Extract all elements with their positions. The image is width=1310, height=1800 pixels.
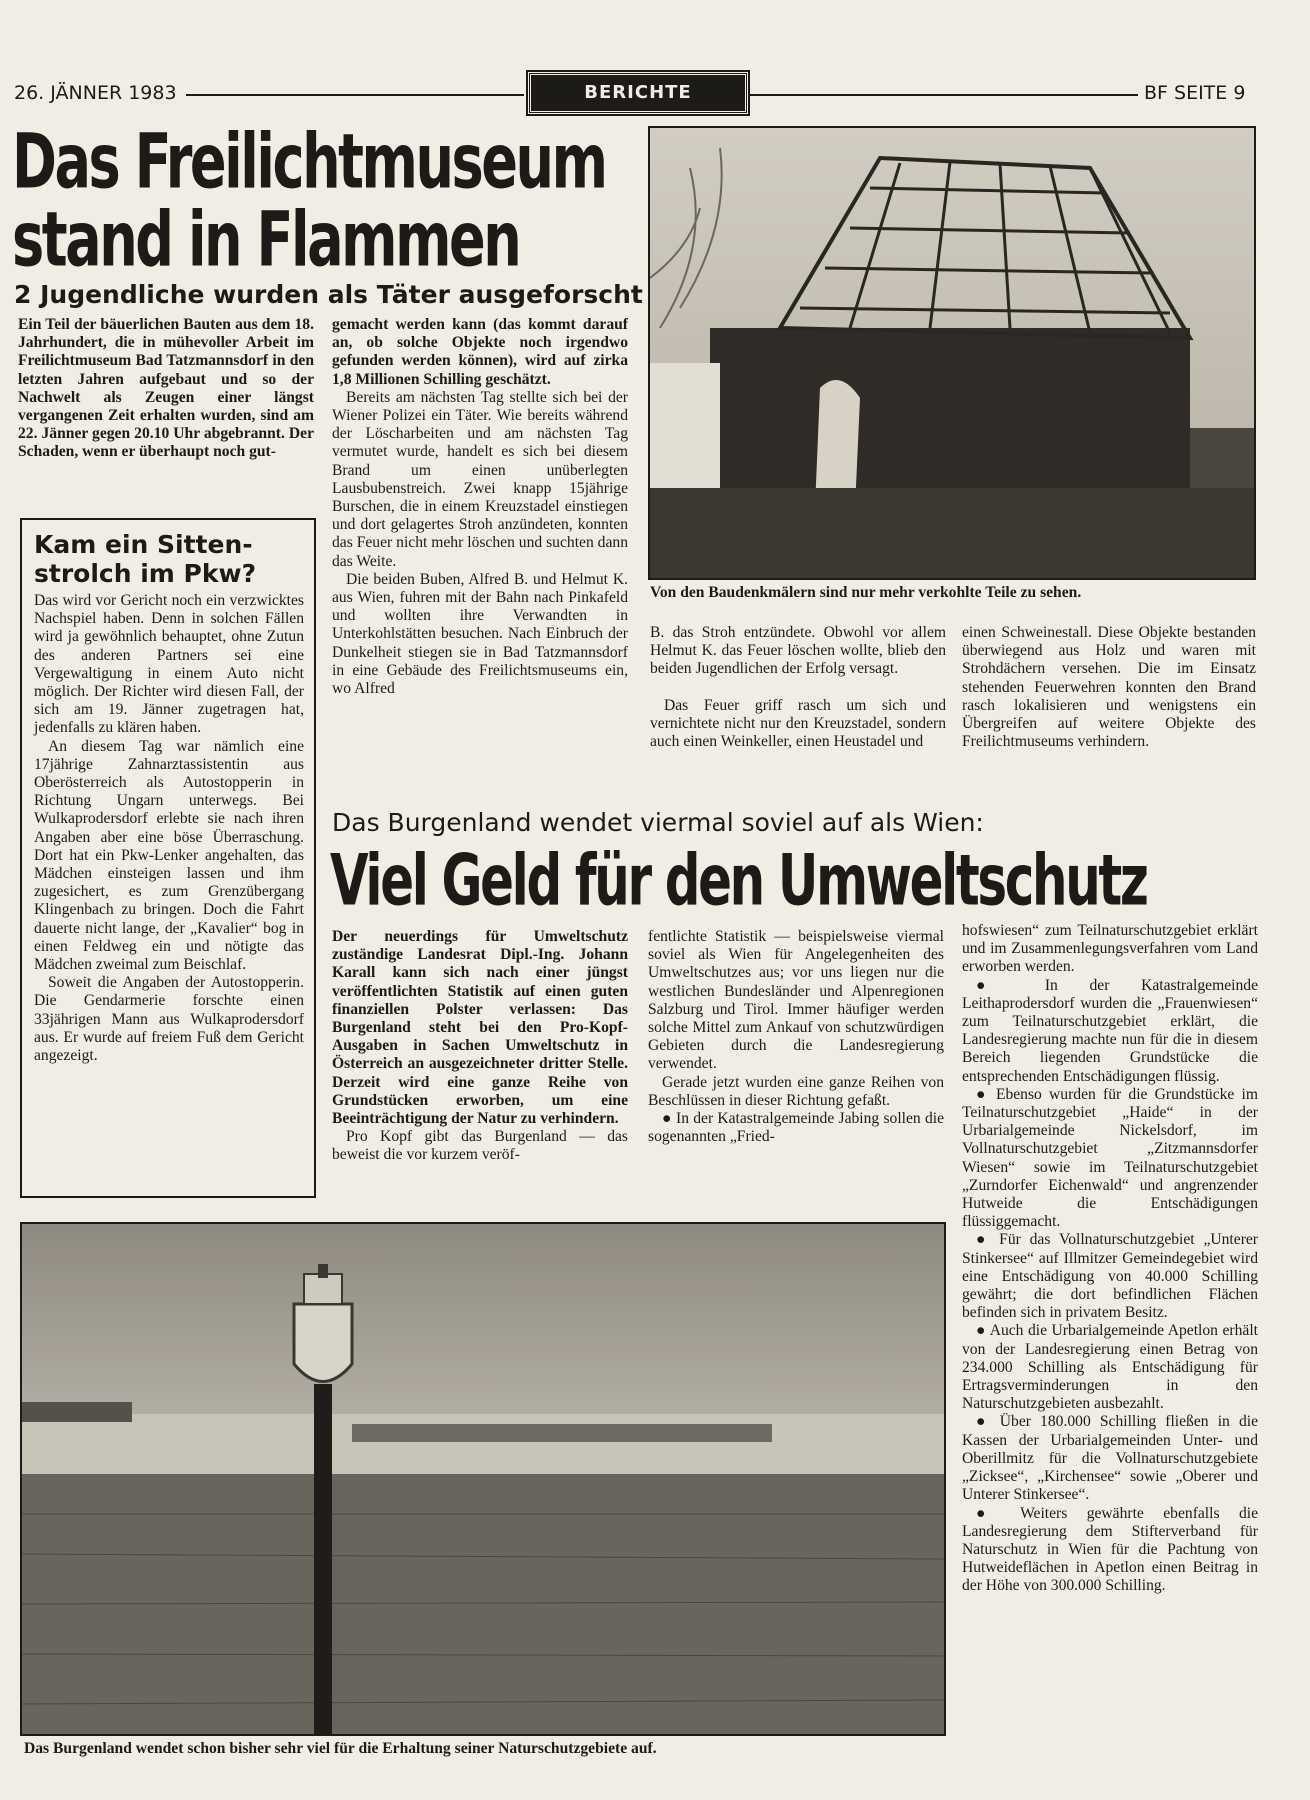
article1-column4: einen Schweinestall. Diese Objekte bestanden überwiegend aus Holz und waren mit Strohdächern versehen. Die im Einsatz stehenden Feuerwehren konnten den Brand rasch lokalisieren und wenigstens ein Übergreifen auf weitere Objekte des Freilichtmuseums verhindern. xyxy=(962,624,1256,751)
sidebar-paragraph: An diesem Tag war nämlich eine 17jährige Zahnarztassistentin aus Oberösterreich als Autostopperin in Richtung Ungarn unterwegs. Bei Wulkaprodersdorf erlebte sie nach ihren Angaben aber eine böse Überraschung. Dort hat ein Pkw-Lenker angehalten, das Mädchen einsteigen lassen und ihm zugesichert, es zum Grenzübergang Klingenbach zu bringen. Doch die Fahrt dauerte nicht lange, der „Kavalier“ bog in einen Feldweg ein und nötigte das Mädchen zweimal zum Beischlaf. xyxy=(34,737,304,974)
page-number: BF SEITE 9 xyxy=(1144,82,1246,104)
masthead-rule-right xyxy=(748,94,1138,96)
sidebar-paragraph: Das wird vor Gericht noch ein verzwicktes Nachspiel haben. Denn in solchen Fällen wird ja gewöhnlich behauptet, ohne Zutun des anderen Partners sei eine Vergewaltigung in einem Auto nicht möglich. Der Richter wird diesen Fall, der sich am 19. Jänner zugetragen hat, jedenfalls zu klären haben. xyxy=(34,592,304,737)
article1-subhead: 2 Jugendliche wurden als Täter ausgeforscht xyxy=(14,280,643,309)
article2-photo-caption: Das Burgenland wendet schon bisher sehr viel für die Erhaltung seiner Naturschutzgebiete auf. xyxy=(24,1740,657,1757)
masthead-rule-left xyxy=(186,94,524,96)
article1-lead: Ein Teil der bäuerlichen Bauten aus dem 18. Jahrhundert, die in mühevoller Arbeit im Freilichtmuseum Bad Tatzmannsdorf in den letzten Jahren aufgebaut und so der Nachwelt als Zeugen einer längst vergangenen Zeit erhalten wurden, sind am 22. Jänner gegen 20.10 Uhr abgebrannt. Der Schaden, wenn er überhaupt noch gut- xyxy=(18,316,314,461)
section-rubric: BERICHTE xyxy=(528,72,748,114)
article2-column1: Der neuerdings für Umweltschutz zuständige Landesrat Dipl.-Ing. Johann Karall kann sich nach einer jüngst veröffentlichten Statistik auf einen guten finanziellen Polster verlassen: Das Burgenland steht bei den Pro-Kopf-Ausgaben in Sachen Umweltschutz in Österreich an ausgezeichneter dritter Stelle. Derzeit wird eine ganze Reihe von Grundstücken erworben, um eine Beeinträchtigung der Natur zu verhindern. Pro Kopf gibt das Burgenland — das beweist die vor kurzem veröf- xyxy=(332,928,628,1164)
article1-headline-line2: stand in Flammen xyxy=(12,195,520,284)
article2-photo-nature-reserve xyxy=(20,1222,946,1736)
article2-headline: Viel Geld für den Umweltschutz xyxy=(330,840,1147,922)
issue-date: 26. JÄNNER 1983 xyxy=(14,82,177,104)
sidebar-title: Kam ein Sitten- strolch im Pkw? xyxy=(34,530,257,588)
article1-photo-caption: Von den Baudenkmälern sind nur mehr verkohlte Teile zu sehen. xyxy=(650,584,1082,601)
nature-reserve-image xyxy=(22,1224,944,1734)
article2-kicker: Das Burgenland wendet viermal soviel auf als Wien: xyxy=(332,808,984,837)
sidebar-paragraph: Soweit die Angaben der Autostopperin. Die Gendarmerie forschte einen 33jährigen Mann aus Wulkaprodersdorf aus. Er wurde auf freiem Fuß dem Gericht angezeigt. xyxy=(34,974,304,1065)
article1-photo-burned-barn xyxy=(648,126,1256,580)
sidebar-box xyxy=(20,518,316,1198)
article1-headline-line1: Das Freilichtmuseum xyxy=(12,117,606,206)
burned-barn-image xyxy=(650,128,1254,578)
article1-column2: gemacht werden kann (das kommt darauf an, ob solche Objekte noch irgendwo gefunden werden können), wird auf zirka 1,8 Millionen Schilling geschätzt. Bereits am nächsten Tag stellte sich bei der Wiener Polizei ein Täter. Wie bereits während der Löscharbeiten und am nächsten Tag vermutet wurde, handelt es sich bei diesem Brand um einen unüberlegten Lausbubenstreich. Zwei knapp 15jährige Burschen, die in einem Kreuzstadel einstiegen und dort gelagertes Stroh anzündeten, konnten das Feuer nicht mehr löschen und suchten dann das Weite. Die beiden Buben, Alfred B. und Helmut K. aus Wien, fuhren mit der Bahn nach Pinkafeld und wollten ihre Verwandten in Unterkohlstätten besuchen. Nach Einbruch der Dunkelheit stiegen sie in Bad Tatzmannsdorf in eine Gebäude des Freilichtsmuseums ein, wo Alfred xyxy=(332,316,628,698)
article2-column2: fentlichte Statistik — beispielsweise viermal soviel als Wien für Angelegenheiten des Umweltschutzes aus; vor uns liegen nur die westlichen Bundesländer und Alpenregionen Salzburg und Tirol. Immer häufiger werden solche Mittel zum Ankauf von schutzwürdigen Gebieten durch die Landesregierung verwendet. Gerade jetzt wurden eine ganze Reihen von Beschlüssen in dieser Richtung gefaßt. ● In der Katastralgemeinde Jabing sollen die sogenannten „Fried- xyxy=(648,928,944,1146)
article1-column3: B. das Stroh entzündete. Obwohl vor allem Helmut K. das Feuer löschen wollte, blieb den beiden Jugendlichen der Erfolg versagt. Das Feuer griff rasch um sich und vernichtete nicht nur den Kreuzstadel, sondern auch einen Weinkeller, einen Heustadel und xyxy=(650,624,946,751)
article2-column3: hofswiesen“ zum Teilnaturschutzgebiet erklärt und im Zusammenlegungsverfahren vom Land erworben werden. ● In der Katastralgemeinde Leithaprodersdorf wurden die „Frauenwiesen“ zum Teilnaturschutzgebiet erklärt, die Landesregierung machte nun für die in diesem Bereich liegenden Grundstücke die entsprechenden Entschädigungen flüssig. ● Ebenso wurden für die Grundstücke im Teilnaturschutzgebiet „Haide“ in der Urbarialgemeinde Nickelsdorf, im Vollnaturschutzgebiet „Zitzmannsdorfer Wiesen“ sowie im Teilnaturschutzgebiet „Zurndorfer Eichenwald“ und angrenzender Hutweide die Entschädigungen flüssiggemacht. ● Für das Vollnaturschutzgebiet „Unterer Stinkersee“ auf Illmitzer Gemeindegebiet wird eine Entschädigung von 40.000 Schilling gewährt; die dort befindlichen Flächen befinden sich in privatem Besitz. ● Auch die Urbarialgemeinde Apetlon erhält von der Landesregierung einen Betrag von 234.000 Schilling als Entschädigung für Ertragsverminderungen in den Naturschutzgebieten ausbezahlt. ● Über 180.000 Schilling fließen in die Kassen der Urbarialgemeinden Unter- und Oberillmitz für die Vollnaturschutzgebiete „Zicksee“, „Kirchensee“ sowie „Oberer und Unterer Stinkersee“. ● Weiters gewährte ebenfalls die Landesregierung dem Stifterverband für Naturschutz in Wien für die Pachtung von Hutweideflächen in Apetlon einen Beitrag in der Höhe von 300.000 Schilling. xyxy=(962,922,1258,1596)
